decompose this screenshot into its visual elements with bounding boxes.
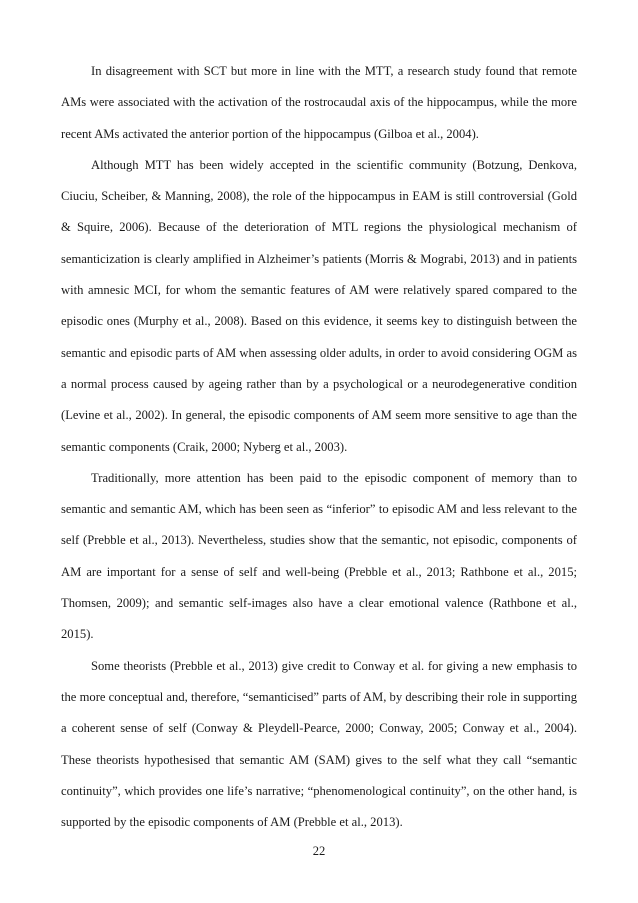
document-page: [61, 56, 577, 838]
page-number: 22: [312, 844, 326, 858]
paragraph-3: Traditionally, more attention has been paid to the episodic component of memory than to semantic and semantic AM, which has been seen as “inferior” to episodic AM and less relevant to the self (Prebble et al., 2013). Nevertheless, studies show that the semantic, not episodic, components of AM are important for a sense of self and well-being (Prebble et al., 2013; Rathbone et al., 2015; Thomsen, 2009); and semantic self-images also have a clear emotional valence (Rathbone et al., 2015).: [61, 470, 577, 642]
paragraph-1: In disagreement with SCT but more in line with the MTT, a research study found that remote AMs were associated with the activation of the rostrocaudal axis of the hippocampus, while the more recent AMs activated the anterior portion of the hippocampus (Gilboa et al., 2004).: [61, 64, 577, 141]
paragraph-4: Some theorists (Prebble et al., 2013) give credit to Conway et al. for giving a new emphasis to the more conceptual and, therefore, “semanticised” parts of AM, by describing their role in supporting a coherent sense of self (Conway & Pleydell-Pearce, 2000; Conway, 2005; Conway et al., 2004). These theorists hypothesised that semantic AM (SAM) gives to the self what they call “semantic continuity”, which provides one life’s narrative; “phenomenological continuity”, on the other hand, is supported by the episodic components of AM (Prebble et al., 2013).: [61, 658, 577, 830]
paragraph-2: Although MTT has been widely accepted in the scientific community (Botzung, Denkova, Ciuciu, Scheiber, & Manning, 2008), the role of the hippocampus in EAM is still controversial (Gold & Squire, 2006). Because of the deterioration of MTL regions the physiological mechanism of semanticization is clearly amplified in Alzheimer’s patients (Morris & Mograbi, 2013) and in patients with amnesic MCI, for whom the semantic features of AM were relatively spared compared to the episodic ones (Murphy et al., 2008). Based on this evidence, it seems key to distinguish between the semantic and episodic parts of AM when assessing older adults, in order to avoid considering OGM as a normal process caused by ageing rather than by a psychological or a neurodegenerative condition (Levine et al., 2002). In general, the episodic components of AM seem more sensitive to age than the semantic components (Craik, 2000; Nyberg et al., 2003).: [61, 157, 577, 454]
